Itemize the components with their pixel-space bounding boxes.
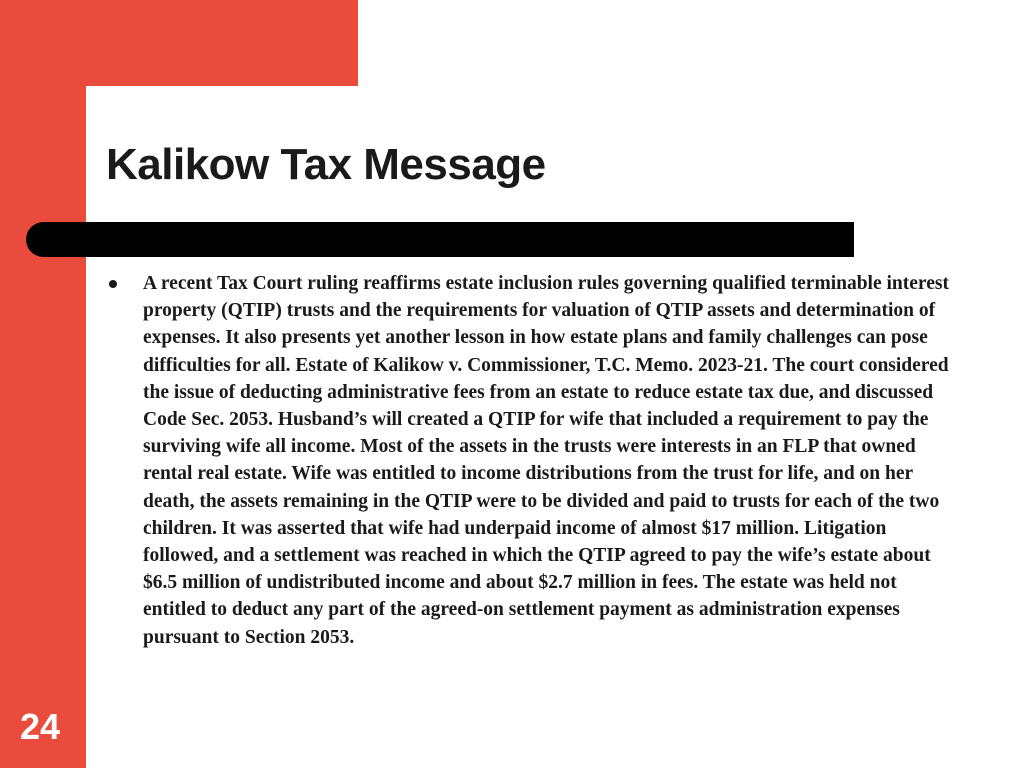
page-number: 24	[20, 706, 61, 747]
bullet-icon	[109, 280, 117, 288]
accent-bar-left	[0, 0, 86, 768]
bullet-text: A recent Tax Court ruling reaffirms estate inclusion rules governing qualified terminable interest property (QTIP) trusts and the requirements for valuation of QTIP assets and determination of expenses. It also presents yet another lesson in how estate plans and family challenges can pose difficulties for all. Estate of Kalikow v. Commissioner, T.C. Memo. 2023-21. The court considered the issue of deducting administrative fees from an estate to reduce estate tax due, and discussed Code Sec. 2053. Husband’s will created a QTIP for wife that included a requirement to pay the surviving wife all income. Most of the assets in the trusts were interests in an FLP that owned rental real estate. Wife was entitled to income distributions from the trust for life, and on her death, the assets remaining in the QTIP were to be divided and paid to trusts for each of the two children. It was asserted that wife had underpaid income of almost $17 million. Litigation followed, and a settlement was reached in which the QTIP agreed to pay the wife’s estate about $6.5 million of undistributed income and about $2.7 million in fees. The estate was held not entitled to deduct any part of the agreed-on settlement payment as administration expenses pursuant to Section 2053.	[143, 273, 949, 648]
slide-title: Kalikow Tax Message	[106, 140, 546, 189]
title-underline-bar	[26, 222, 854, 257]
content-panel-corner	[86, 86, 146, 146]
